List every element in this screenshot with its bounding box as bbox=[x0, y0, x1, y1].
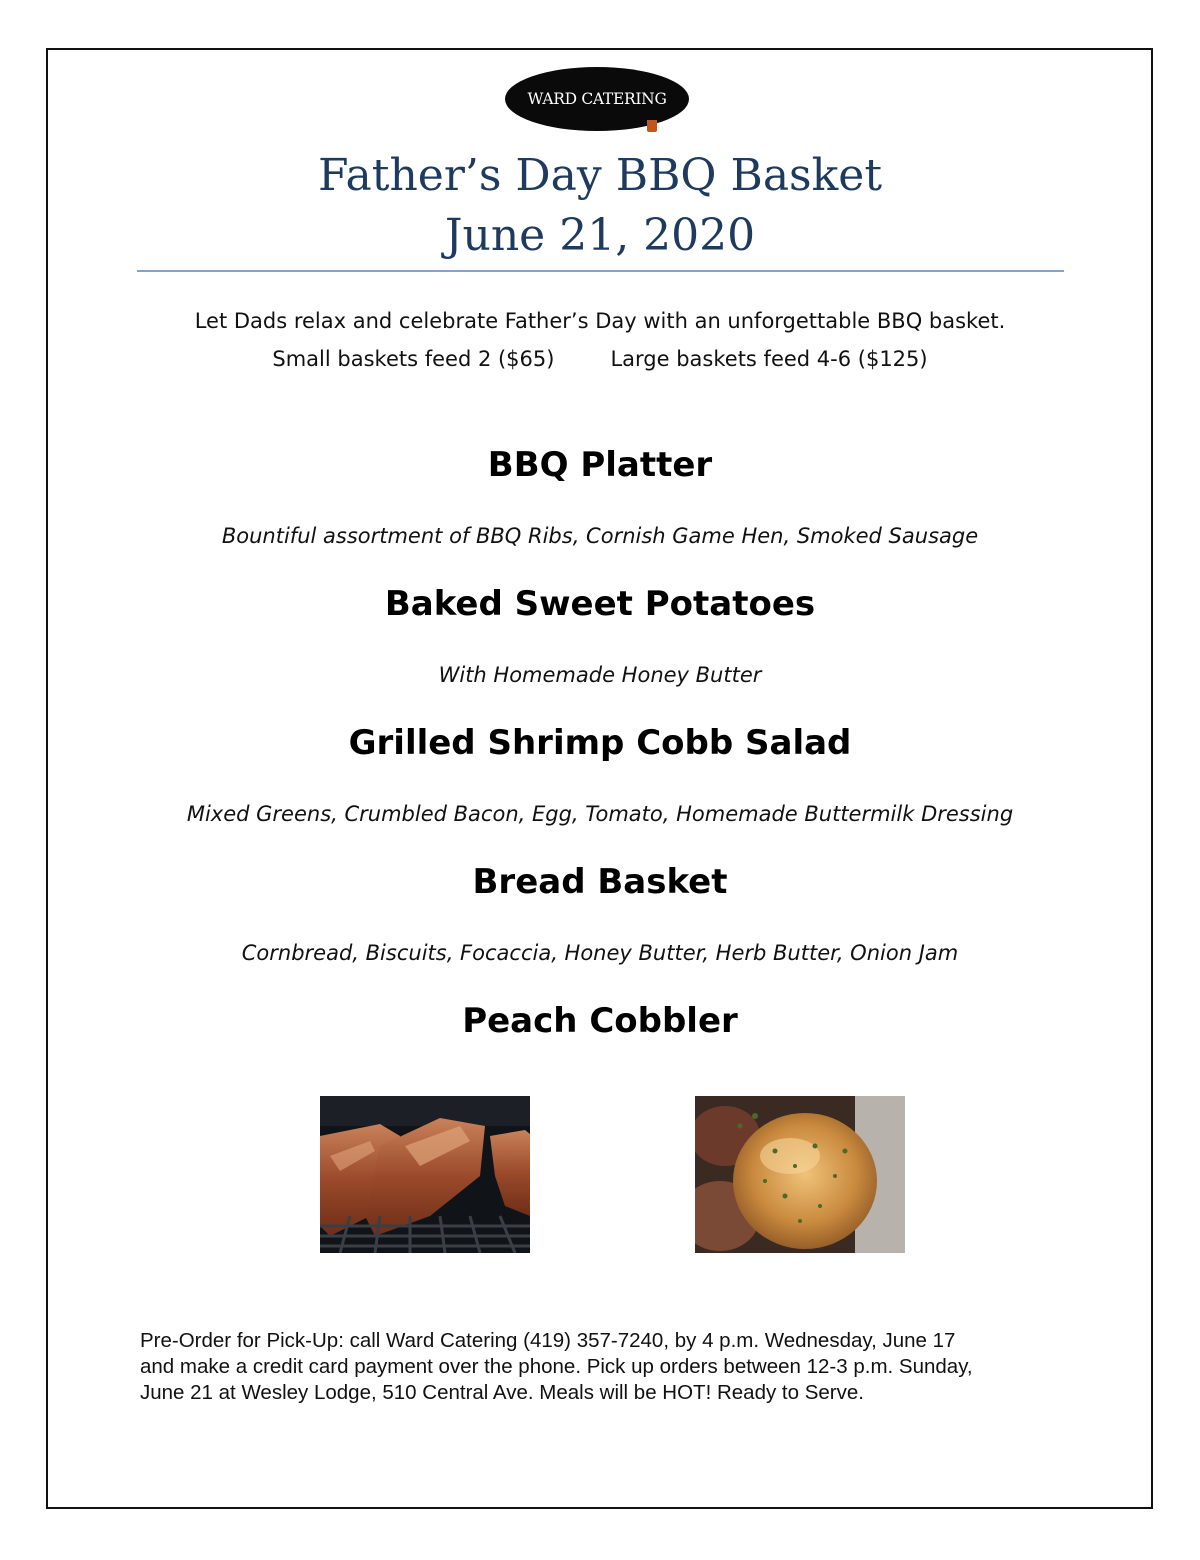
menu-item-bread-basket-desc: Cornbread, Biscuits, Focaccia, Honey Butter, Herb Butter, Onion Jam bbox=[241, 941, 959, 965]
pickup-instructions bbox=[140, 1328, 1070, 1406]
pickup-line-2: and make a credit card payment over the phone. Pick up orders between 12-3 p.m. Sunday, bbox=[140, 1355, 973, 1378]
pickup-line-1: Pre-Order for Pick-Up: call Ward Catering (419) 357-7240, by 4 p.m. Wednesday, June 17 bbox=[140, 1329, 956, 1352]
logo-text: WARD CATERING bbox=[527, 90, 667, 108]
bbq-ribs-photo bbox=[320, 1096, 530, 1253]
title-divider bbox=[137, 270, 1064, 272]
menu-item-sweet-potatoes: Baked Sweet Potatoes bbox=[384, 584, 816, 624]
ward-catering-logo bbox=[505, 67, 689, 131]
logo-accent-mark bbox=[647, 120, 657, 132]
menu-item-cobb-salad: Grilled Shrimp Cobb Salad bbox=[348, 723, 852, 763]
roasted-hen-photo bbox=[695, 1096, 905, 1253]
page-title: Father’s Day BBQ Basket bbox=[317, 150, 883, 201]
menu-item-bbq-platter-desc: Bountiful assortment of BBQ Ribs, Cornish Game Hen, Smoked Sausage bbox=[221, 524, 979, 548]
small-basket-price: Small baskets feed 2 ($65) bbox=[272, 347, 555, 371]
large-basket-price: Large baskets feed 4-6 ($125) bbox=[610, 347, 928, 371]
menu-item-sweet-potatoes-desc: With Homemade Honey Butter bbox=[438, 663, 762, 687]
pickup-line-3: June 21 at Wesley Lodge, 510 Central Ave. Meals will be HOT! Ready to Serve. bbox=[140, 1381, 864, 1404]
menu-item-bbq-platter: BBQ Platter bbox=[487, 445, 713, 485]
basket-pricing bbox=[0, 344, 1200, 374]
event-date: June 21, 2020 bbox=[444, 210, 756, 261]
intro-text: Let Dads relax and celebrate Father’s Day with an unforgettable BBQ basket. bbox=[194, 309, 1006, 333]
menu-item-bread-basket: Bread Basket bbox=[472, 862, 728, 902]
page-border bbox=[46, 48, 1153, 1509]
menu-item-cobb-salad-desc: Mixed Greens, Crumbled Bacon, Egg, Tomato, Homemade Buttermilk Dressing bbox=[186, 802, 1014, 826]
menu-item-peach-cobbler: Peach Cobbler bbox=[462, 1001, 738, 1041]
